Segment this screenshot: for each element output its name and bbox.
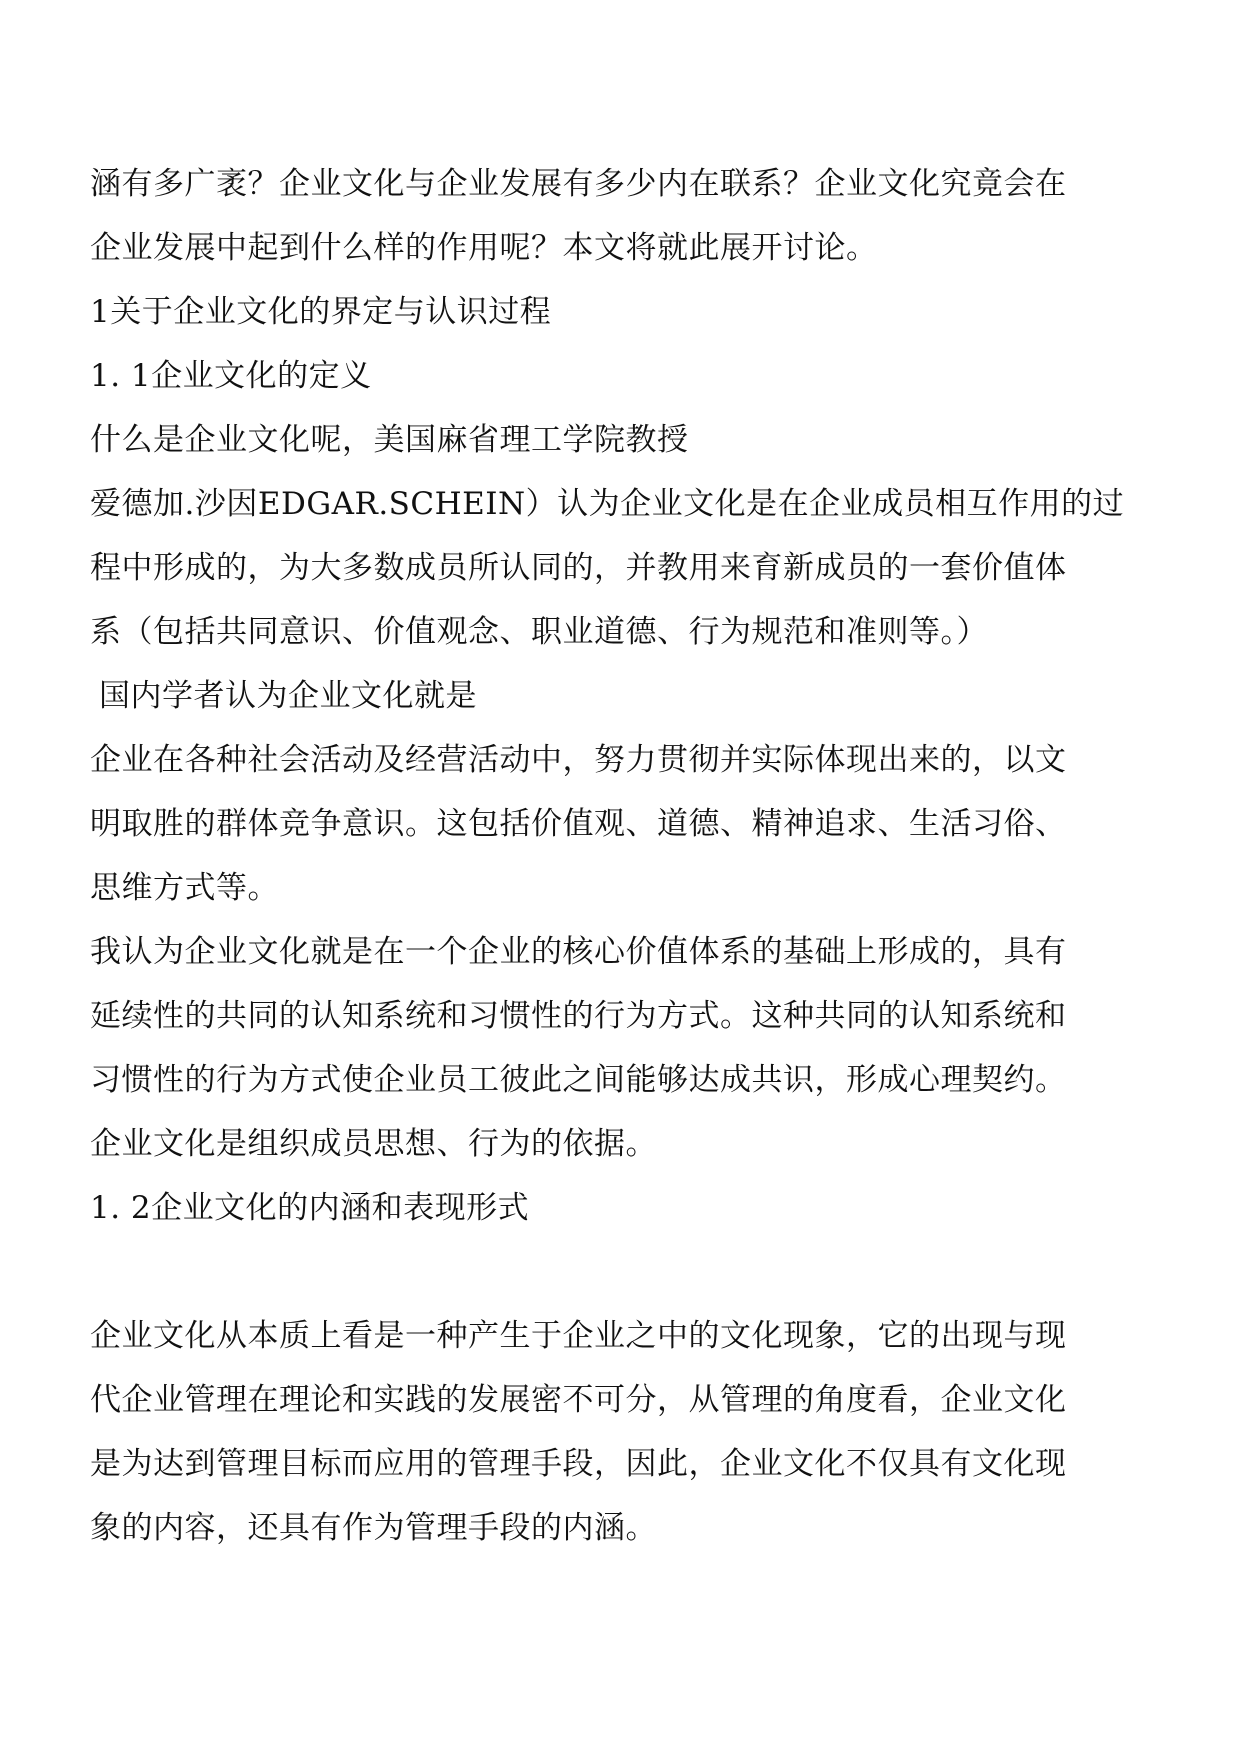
- paragraph-line: 是为达到管理目标而应用的管理手段，因此，企业文化不仅具有文化现: [90, 1446, 1067, 1482]
- paragraph-line: 爱德加.沙因EDGAR.SCHEIN）认为企业文化是在企业成员相互作用的过: [90, 486, 1125, 522]
- paragraph-line: 习惯性的行为方式使企业员工彼此之间能够达成共识，形成心理契约。: [90, 1062, 1067, 1098]
- paragraph-line: 国内学者认为企业文化就是: [99, 678, 477, 714]
- paragraph-line: 代企业管理在理论和实践的发展密不可分，从管理的角度看，企业文化: [90, 1382, 1067, 1418]
- paragraph-line: 系（包括共同意识、价值观念、职业道德、行为规范和准则等。）: [90, 614, 988, 650]
- paragraph-line: 明取胜的群体竞争意识。这包括价值观、道德、精神追求、生活习俗、: [90, 806, 1067, 842]
- subsection-heading: 1. 1企业文化的定义: [90, 358, 372, 394]
- section-heading: 1关于企业文化的界定与认识过程: [90, 294, 552, 330]
- paragraph-line: 企业文化从本质上看是一种产生于企业之中的文化现象，它的出现与现: [90, 1318, 1067, 1354]
- paragraph-line: 思维方式等。: [90, 870, 279, 906]
- paragraph-line: 什么是企业文化呢，美国麻省理工学院教授: [90, 422, 689, 458]
- paragraph-line: 企业文化是组织成员思想、行为的依据。: [90, 1126, 657, 1162]
- paragraph-line: 涵有多广袤？企业文化与企业发展有多少内在联系？企业文化究竟会在: [90, 166, 1067, 202]
- paragraph-line: 我认为企业文化就是在一个企业的核心价值体系的基础上形成的，具有: [90, 934, 1067, 970]
- paragraph-line: 象的内容，还具有作为管理手段的内涵。: [90, 1510, 657, 1546]
- paragraph-line: 企业发展中起到什么样的作用呢？本文将就此展开讨论。: [90, 230, 878, 266]
- paragraph-line: 程中形成的，为大多数成员所认同的，并教用来育新成员的一套价值体: [90, 550, 1067, 586]
- subsection-heading: 1. 2企业文化的内涵和表现形式: [90, 1190, 530, 1226]
- paragraph-line: 延续性的共同的认知系统和习惯性的行为方式。这种共同的认知系统和: [90, 998, 1067, 1034]
- paragraph-line: 企业在各种社会活动及经营活动中，努力贯彻并实际体现出来的，以文: [90, 742, 1067, 778]
